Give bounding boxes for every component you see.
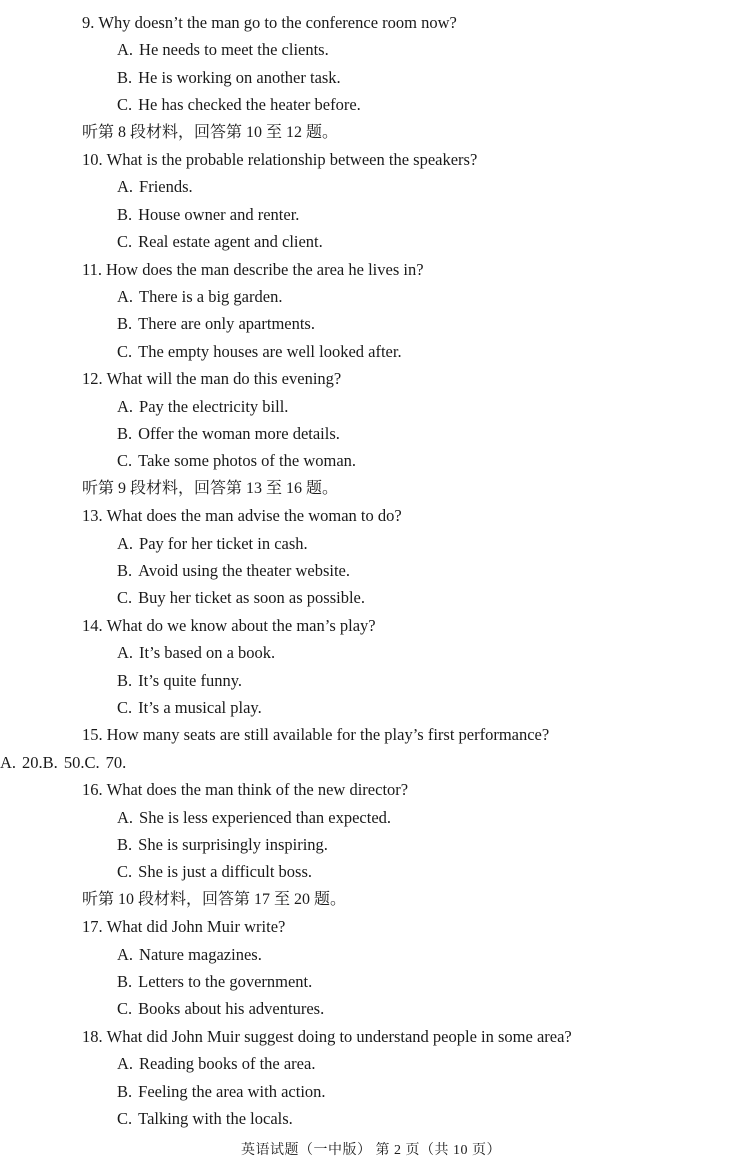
option-letter: C. — [117, 999, 133, 1019]
option-letter: A. — [117, 40, 134, 60]
option-text: Take some photos of the woman. — [138, 451, 357, 471]
answer-option — [117, 283, 282, 310]
option-text: Letters to the government. — [138, 972, 313, 991]
option-letter: B. — [117, 972, 133, 991]
answer-option — [117, 447, 356, 474]
answer-option — [117, 941, 262, 968]
option-text: House owner and renter. — [138, 204, 300, 224]
answer-option — [117, 64, 341, 91]
question-text: How many seats are still available for the play’s first performance? — [106, 725, 550, 745]
question-number: 14. — [82, 615, 103, 635]
option-text: Reading books of the area. — [139, 1054, 316, 1074]
option-text: The empty houses are well looked after. — [138, 341, 402, 361]
option-letter: A. — [117, 643, 134, 663]
question-number: 11. — [82, 259, 103, 279]
answer-option — [117, 173, 193, 200]
option-text: She is just a difficult boss. — [138, 862, 313, 882]
option-letter: C. — [117, 862, 133, 882]
question-number: 13. — [82, 506, 103, 526]
option-letter: C. — [117, 232, 133, 252]
option-text: Pay for her ticket in cash. — [139, 533, 308, 553]
question-text: Why doesn’t the man go to the conference room now? — [98, 13, 457, 32]
answer-option — [117, 393, 288, 420]
inline-options — [0, 749, 742, 776]
answer-option — [117, 1078, 326, 1105]
option-text: It’s quite funny. — [138, 670, 243, 690]
option-text: There is a big garden. — [139, 287, 283, 306]
question-text: What will the man do this evening? — [106, 369, 342, 389]
option-text: 20. — [22, 752, 43, 772]
answer-option — [117, 91, 361, 118]
option-letter: A. — [117, 287, 134, 306]
option-letter: A. — [117, 1054, 134, 1074]
option-text: Nature magazines. — [139, 944, 262, 964]
question-number: 12. — [82, 369, 103, 389]
option-text: She is surprisingly inspiring. — [138, 835, 328, 854]
option-letter: B. — [117, 424, 133, 443]
option-text: He needs to meet the clients. — [139, 40, 329, 60]
option-text: Real estate agent and client. — [138, 232, 323, 252]
answer-option — [117, 831, 328, 858]
question-stem — [82, 365, 341, 392]
option-text: She is less experienced than expected. — [139, 807, 392, 827]
option-letter: B. — [117, 670, 133, 690]
option-letter: B. — [117, 561, 133, 580]
option-letter: A. — [117, 177, 134, 197]
answer-option — [0, 753, 43, 772]
option-letter: C. — [117, 95, 133, 115]
option-text: Avoid using the theater website. — [138, 561, 350, 580]
question-stem — [82, 256, 424, 283]
option-letter: B. — [117, 1081, 133, 1101]
answer-option — [117, 228, 323, 255]
answer-option — [117, 1105, 293, 1132]
answer-option — [117, 639, 275, 666]
answer-option — [117, 968, 312, 995]
question-number: 18. — [82, 1026, 103, 1046]
question-text: How does the man describe the area he lives in? — [106, 259, 424, 279]
option-text: It’s based on a book. — [139, 643, 276, 663]
option-text: Offer the woman more details. — [138, 424, 340, 443]
page-footer: 英语试题（一中版） 第 2 页（共 10 页） — [241, 1143, 501, 1158]
question-stem — [82, 612, 376, 639]
option-letter: A. — [0, 752, 17, 772]
answer-option — [84, 753, 126, 772]
section-instruction: 听第 10 段材料，回答第 17 至 20 题。 — [82, 890, 347, 908]
question-stem — [82, 146, 477, 173]
option-letter: B. — [117, 204, 133, 224]
question-number: 15. — [82, 725, 103, 745]
section-instruction: 听第 8 段材料，回答第 10 至 12 题。 — [82, 123, 339, 141]
option-letter: A. — [117, 396, 134, 416]
answer-option — [117, 667, 242, 694]
option-text: There are only apartments. — [138, 314, 315, 334]
answer-option — [117, 858, 312, 885]
option-text: He is working on another task. — [138, 67, 341, 87]
option-letter: B. — [117, 835, 133, 854]
answer-option — [117, 36, 329, 63]
question-number: 9. — [82, 13, 95, 32]
question-text: What does the man advise the woman to do? — [106, 506, 402, 526]
answer-option — [117, 584, 365, 611]
option-text: Books about his adventures. — [138, 999, 325, 1019]
answer-option — [117, 694, 262, 721]
option-letter: A. — [117, 533, 134, 553]
answer-option — [117, 530, 308, 557]
question-text: What does the man think of the new director? — [106, 780, 409, 800]
option-letter: C. — [84, 752, 100, 772]
question-text: What did John Muir suggest doing to understand people in some area? — [106, 1026, 572, 1046]
question-text: What is the probable relationship between the speakers? — [106, 150, 478, 169]
question-text: What did John Muir write? — [106, 917, 286, 937]
option-text: 50. — [63, 752, 85, 772]
section-instruction: 听第 9 段材料，回答第 13 至 16 题。 — [82, 479, 339, 497]
option-text: Friends. — [139, 177, 193, 197]
option-letter: C. — [117, 1109, 133, 1128]
option-letter: B. — [42, 752, 58, 772]
question-number: 16. — [82, 780, 103, 800]
question-number: 17. — [82, 917, 103, 937]
option-letter: B. — [117, 314, 133, 334]
option-letter: C. — [117, 341, 133, 361]
option-letter: C. — [117, 588, 133, 608]
answer-option — [117, 1050, 315, 1077]
answer-option — [117, 338, 402, 365]
option-text: Pay the electricity bill. — [139, 396, 289, 416]
answer-option — [117, 557, 350, 584]
option-text: It’s a musical play. — [138, 698, 262, 717]
answer-option — [43, 753, 85, 772]
question-stem — [82, 776, 408, 803]
option-letter: A. — [117, 944, 134, 964]
option-text: Talking with the locals. — [138, 1109, 293, 1128]
answer-option — [117, 420, 340, 447]
option-letter: A. — [117, 807, 134, 827]
option-text: Feeling the area with action. — [138, 1081, 326, 1101]
option-letter: C. — [117, 451, 133, 471]
question-number: 10. — [82, 150, 103, 169]
option-text: 70. — [105, 752, 127, 772]
option-letter: B. — [117, 67, 133, 87]
question-text: What do we know about the man’s play? — [106, 615, 376, 635]
question-stem — [82, 721, 549, 748]
question-stem — [82, 1023, 572, 1050]
question-stem — [82, 9, 457, 36]
answer-option — [117, 804, 391, 831]
answer-option — [117, 995, 324, 1022]
question-stem — [82, 913, 285, 940]
question-stem — [82, 502, 402, 529]
option-text: Buy her ticket as soon as possible. — [138, 588, 365, 608]
answer-option — [117, 201, 299, 228]
option-letter: C. — [117, 698, 133, 717]
answer-option — [117, 310, 315, 337]
option-text: He has checked the heater before. — [138, 95, 361, 115]
